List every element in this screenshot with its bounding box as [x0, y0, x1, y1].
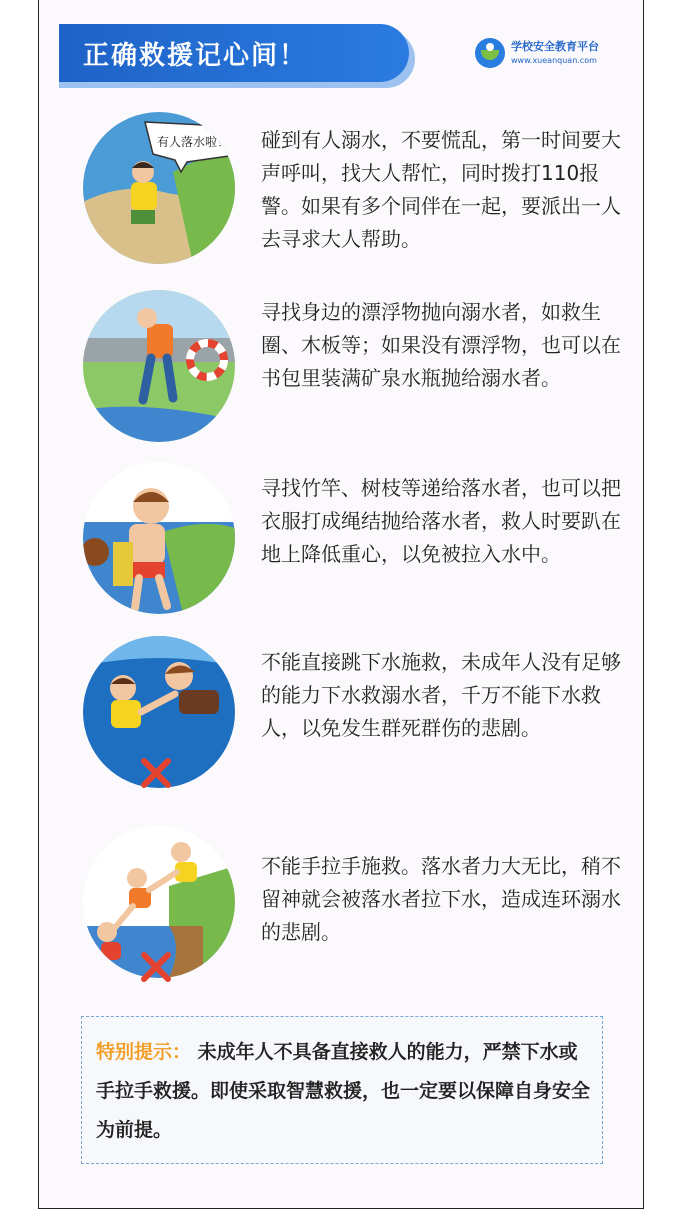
- step-1-text: 碰到有人溺水，不要慌乱，第一时间要大声呼叫，找大人帮忙，同时拨打110报警。如果有多个同伴在一起，要派出一人去寻求大人帮助。: [261, 128, 621, 251]
- brand-logo-icon: [475, 38, 505, 68]
- tip-text: 未成年人不具备直接救人的能力，严禁下水或手拉手救援。即使采取智慧救援，也一定要以保障自身安全为前提。: [96, 1041, 591, 1141]
- speech-bubble-text: 有人落水啦！: [157, 135, 230, 149]
- step-2-illustration: [83, 290, 235, 442]
- page-title: 正确救援记心间！: [83, 41, 308, 71]
- cross-icon: [139, 950, 173, 988]
- step-2-text: 寻找身边的漂浮物抛向溺水者，如救生圈、木板等；如果没有漂浮物，也可以在书包里装满矿泉水瓶抛给溺水者。: [261, 300, 621, 390]
- step-4-text: 不能直接跳下水施救，未成年人没有足够的能力下水救溺水者，千万不能下水救人，以免发生群死群伤的悲剧。: [261, 650, 621, 740]
- poster: [38, 0, 644, 1209]
- step-3-illustration: [83, 462, 235, 614]
- step-1-illustration: [83, 112, 235, 264]
- step-5-text: 不能手拉手施救。落水者力大无比，稍不留神就会被落水者拉下水，造成连环溺水的悲剧。: [261, 854, 621, 944]
- special-tip: [96, 1033, 592, 1150]
- special-tip-box: [81, 1016, 603, 1164]
- brand-url: www.xueanquan.com: [511, 56, 597, 65]
- cross-icon: [139, 756, 173, 794]
- step-3-text: 寻找竹竿、树枝等递给落水者，也可以把衣服打成绳结抛给落水者，救人时要趴在地上降低重心，以免被拉入水中。: [261, 476, 621, 566]
- tip-label: 特别提示：: [96, 1041, 192, 1063]
- brand-name: 学校安全教育平台: [511, 40, 599, 53]
